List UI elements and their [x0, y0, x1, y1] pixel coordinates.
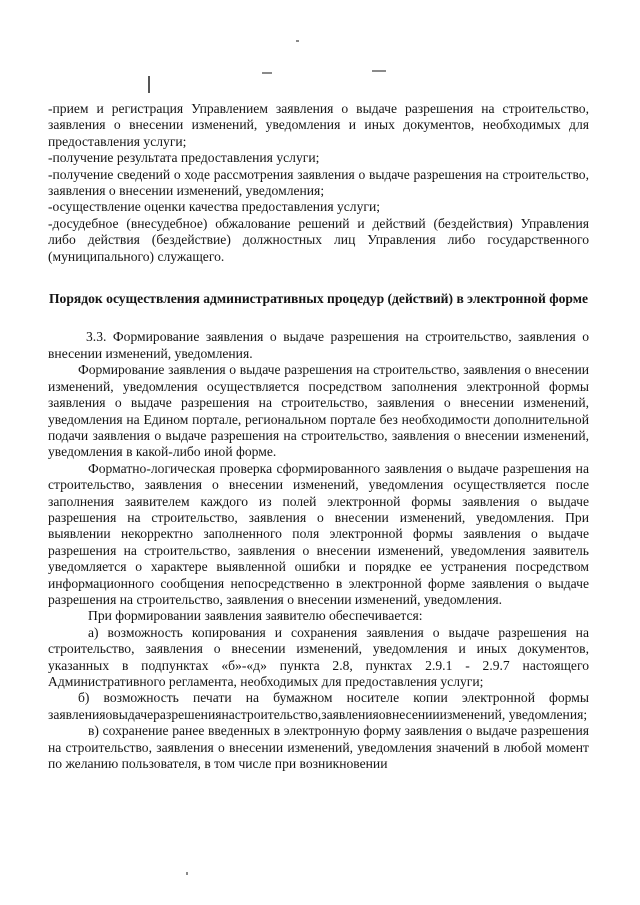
- paragraph: а) возможность копирования и сохранения заявления о выдаче разрешения на строительство, заявления о внесении изменений, уведомления и иных документов, указанных в подпунктах «б»-«д» пункта 2.8, пунктах 2.9.1 - 2.9.7 настоящего Административного регламента, необходимых для предоставления услуги;: [48, 624, 589, 689]
- paragraph: б) возможность печати на бумажном носителе копии электронной формы заявленияовыдачеразрешениянастроительство,заявленияовнесенииизменений, уведомления;: [48, 690, 589, 722]
- paragraph: 3.3. Формирование заявления о выдаче разрешения на строительство, заявления о внесении изменений, уведомления.: [48, 329, 589, 361]
- scan-speck: [296, 40, 299, 42]
- list-item: -получение сведений о ходе рассмотрения заявления о выдаче разрешения на строительство, заявления о внесении изменений, уведомления;: [48, 166, 589, 199]
- list-item: -получение результата предоставления услуги;: [48, 150, 320, 166]
- list-item: -осуществление оценки качества предоставления услуги;: [48, 199, 381, 215]
- paragraph: в) сохранение ранее введенных в электронную форму заявления о выдаче разрешения на строительство, заявления о внесении изменений, уведомления значений в любой момент по желанию пользователя, в том числе при возникновении: [48, 723, 589, 772]
- list-item: -прием и регистрация Управлением заявления о выдаче разрешения на строительство, заявления о внесении изменений, уведомления и иных документов, необходимых для предоставления услуги;: [48, 101, 589, 149]
- scan-speck: [262, 72, 272, 74]
- section-heading: Порядок осуществления административных процедур (действий) в электронной форме: [48, 291, 589, 307]
- paragraph: Формирование заявления о выдаче разрешения на строительство, заявления о внесении изменений, уведомления осуществляется посредством заполнения электронной формы заявления о выдаче разрешения на строительство, заявления о внесении изменений, уведомления на Едином портале, региональном портале без необходимости дополнительной подачи заявления о выдаче разрешения на строительство, заявления о внесении изменений, уведомления в какой-либо иной форме.: [48, 362, 589, 460]
- scan-speck: [372, 70, 386, 72]
- list-item: -досудебное (внесудебное) обжалование решений и действий (бездействия) Управления либо действия (бездействие) должностных лиц Управления либо государственного (муниципального) служащего.: [48, 215, 589, 264]
- scan-artifact-line: [148, 76, 150, 93]
- scan-speck: [186, 872, 188, 875]
- paragraph: Форматно-логическая проверка сформированного заявления о выдаче разрешения на строительство, заявления о внесении изменений, уведомления осуществляется после заполнения заявителем каждого из полей электронной формы заявления о выдаче разрешения на строительство, заявления о внесении изменений, уведомления. При выявлении некорректно заполненного поля электронной формы заявления о выдаче разрешения на строительство, заявления о внесении изменений, уведомления заявитель уведомляется о характере выявленной ошибки и порядке ее устранения посредством информационного сообщения непосредственно в электронной форме заявления о выдаче разрешения на строительство, заявления о внесении изменений, уведомления.: [48, 460, 589, 607]
- paragraph: При формировании заявления заявителю обеспечивается:: [88, 608, 423, 624]
- document-body: [48, 101, 589, 772]
